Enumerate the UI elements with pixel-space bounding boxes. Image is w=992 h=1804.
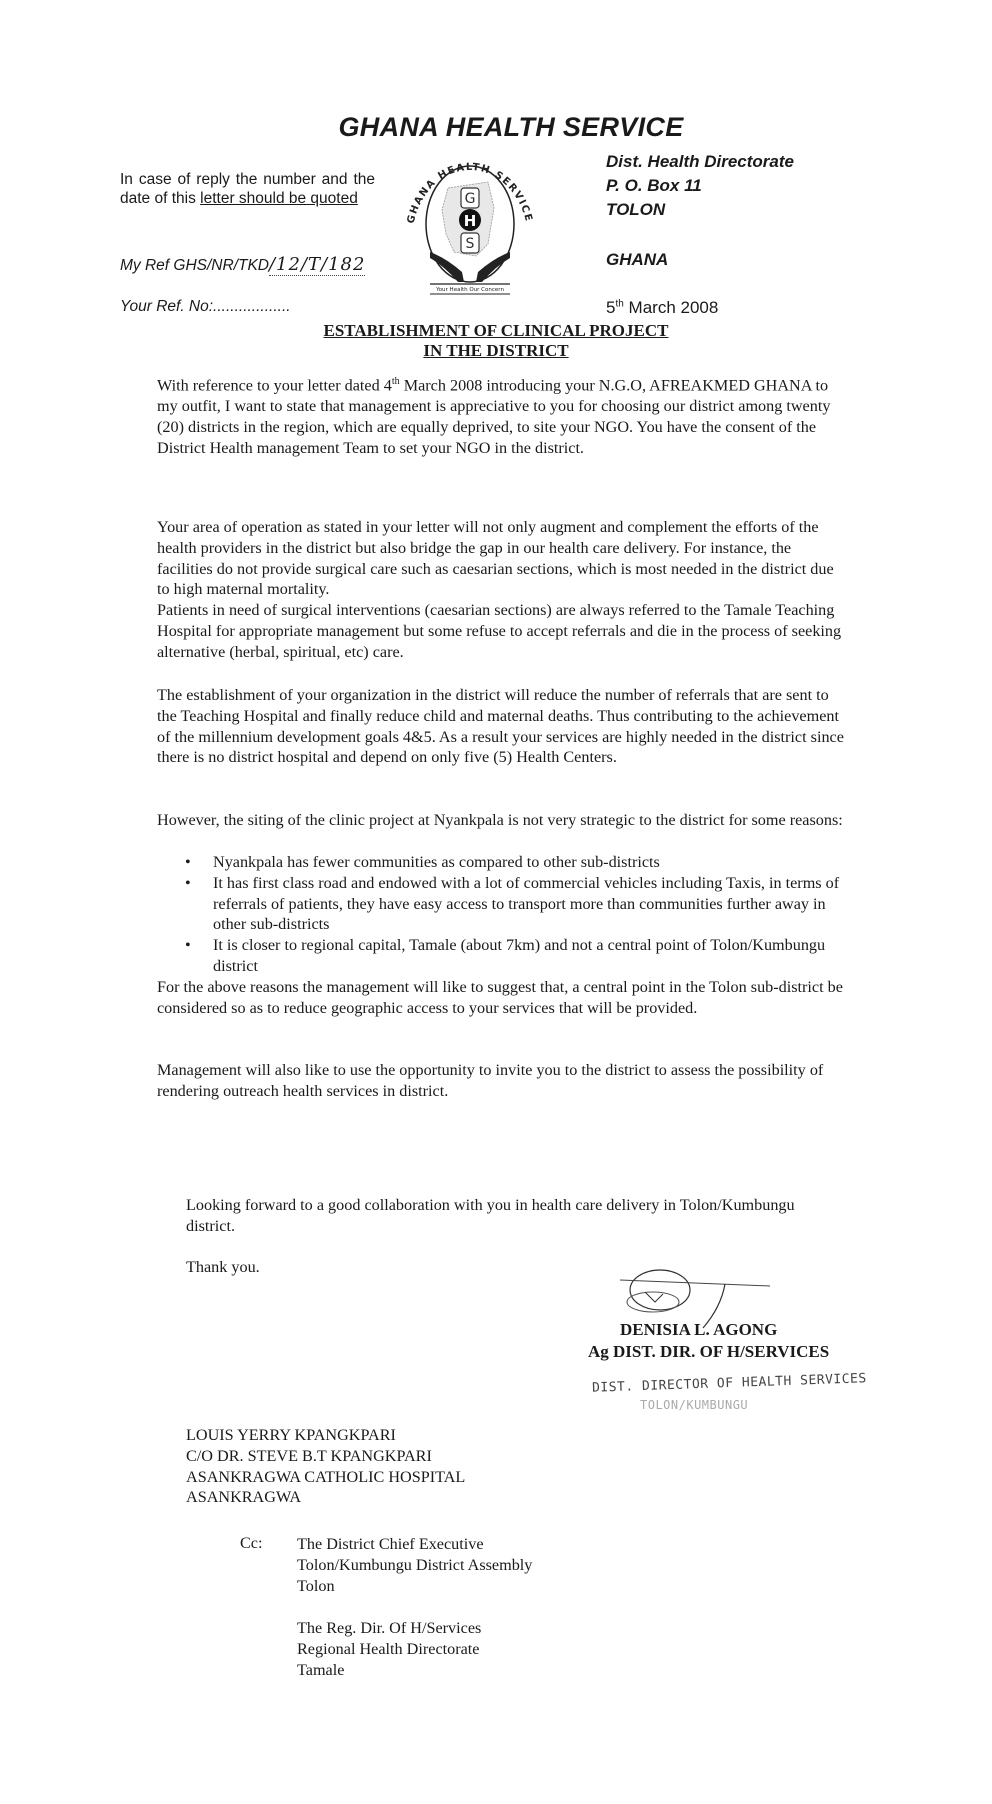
list-item: • Nyankpala has fewer communities as compared to other sub-districts [157,852,847,873]
recipient-line: ASANKRAGWA [186,1488,302,1507]
body-paragraph-2b: Patients in need of surgical interventions (caesarian sections) are always referred to the Tamale Teaching Hospital for appropriate management but some refuse to accept referrals and die in the process of seeking alternative (herbal, spiritual, etc) care. [157,601,842,661]
subject-heading [0,321,992,361]
your-ref [120,298,291,316]
body-paragraph-4: However, the siting of the clinic project at Nyankpala is not very strategic to the district for some reasons: [157,811,843,829]
my-ref-handwritten: /12/T/182 [268,254,366,275]
cc-recipient-1: The District Chief Executive Tolon/Kumbungu District Assembly Tolon [297,1535,533,1595]
signatory-title: Ag DIST. DIR. OF H/SERVICES [588,1342,830,1361]
list-item: • It has first class road and endowed with a lot of commercial vehicles including Taxis, in terms of referrals of patients, they have easy access to transport more than communities further away in other sub-districts [157,873,847,935]
letter-date: 5th March 2008 [606,298,719,317]
reply-note [120,170,375,208]
body-paragraph-5: For the above reasons the management will like to suggest that, a central point in the Tolon sub-district be considered so as to reduce geographic access to your services that will be provided. [157,978,843,1017]
recipient-line: C/O DR. STEVE B.T KPANGKPARI [186,1446,432,1465]
svg-text:H: H [463,212,477,230]
reply-note-underlined: letter should be quoted [200,190,358,207]
your-ref-dots: .................. [213,298,291,315]
subject-line-1: ESTABLISHMENT OF CLINICAL PROJECT [323,321,669,340]
my-ref-label: My Ref GHS/NR/TKD [120,257,269,274]
signatory-name: DENISIA L. AGONG [620,1320,778,1339]
letterhead-title: GHANA HEALTH SERVICE [338,112,684,142]
body-paragraph-1: With reference to your letter dated 4th March 2008 introducing your N.G.O, AFREAKMED GHANA to my outfit, I want to state that management is appreciative to you for choosing our district among twenty (20) districts in the region, which are equally deprived, to site your NGO. You have the consent of the District Health management Team to set your NGO in the district. [157,376,831,457]
svg-text:Your Health Our Concern: Your Health Our Concern [436,287,504,293]
reasons-list [157,852,847,977]
list-item: • It is closer to regional capital, Tamale (about 7km) and not a central point of Tolon/Kumbungu district [157,935,847,977]
recipient-address [186,1425,465,1508]
recipient-line: LOUIS YERRY KPANGKPARI [186,1426,396,1444]
svg-text:S: S [465,236,475,252]
cc-recipient-2: The Reg. Dir. Of H/Services Regional Health Directorate Tamale [297,1619,482,1679]
address-line: P. O. Box 11 [606,176,702,195]
cc-label: Cc: [240,1534,263,1552]
body-paragraph-2: Your area of operation as stated in your letter will not only augment and complement the efforts of the health providers in the district but also bridge the gap in our health care delivery. For instance, the facilities do not provide surgical care such as caesarian sections, which is most needed in the district due to high maternal mortality. [157,518,834,599]
closing-paragraph: Looking forward to a good collaboration with you in health care delivery in Tolon/Kumbungu district. [186,1196,795,1235]
your-ref-label: Your Ref. No: [120,298,214,315]
svg-text:G: G [464,191,476,207]
address-line: GHANA [606,250,669,269]
reply-note-text: In case of reply the number and the date of this [120,171,375,207]
subject-line-2: IN THE DISTRICT [423,341,569,360]
ghana-health-service-logo-icon [390,148,550,296]
address-line: Dist. Health Directorate [606,152,794,171]
body-paragraph-6: Management will also like to use the opportunity to invite you to the district to assess the possibility of rendering outreach health services in district. [157,1061,824,1100]
office-stamp-line-1: DIST. DIRECTOR OF HEALTH SERVICES [591,1371,867,1396]
address-line: TOLON [606,200,666,219]
thank-you: Thank you. [186,1258,260,1276]
body-paragraph-3: The establishment of your organization in the district will reduce the number of referrals that are sent to the Teaching Hospital and finally reduce child and maternal deaths. Thus contributing to the achievement of the millennium development goals 4&5. As a result your services are highly needed in the district since there is no district hospital and depend on only five (5) Health Centers. [157,686,844,767]
my-ref [120,254,365,275]
recipient-line: ASANKRAGWA CATHOLIC HOSPITAL [186,1467,466,1486]
office-stamp-line-2: TOLON/KUMBUNGU [640,1398,749,1412]
svg-text:GHANA HEALTH SERVICE: GHANA HEALTH SERVICE [405,161,535,225]
